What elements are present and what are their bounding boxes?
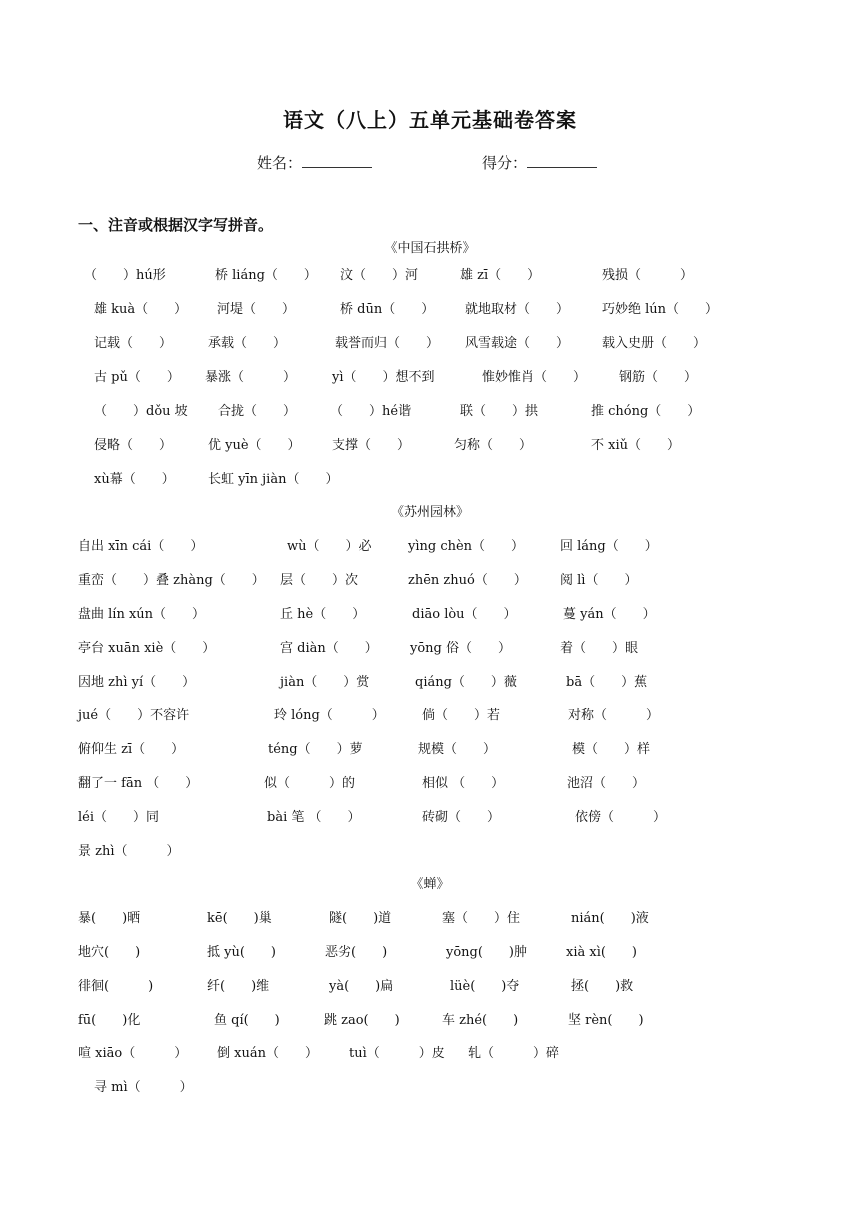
exercise-item[interactable]: 徘徊( ) [78,979,154,994]
exercise-item[interactable]: xià xì( ) [566,945,638,960]
exercise-item[interactable]: 倒 xuán（ ） [217,1046,318,1061]
exercise-item[interactable]: （ ）hú形 [84,268,166,283]
exercise-item[interactable]: 隧( )道 [329,911,392,926]
section-title: 《苏州园林》 [390,505,469,520]
exercise-item[interactable]: 寻 mì（ ） [94,1080,193,1095]
exercise-item[interactable]: 推 chóng（ ） [591,404,701,419]
exercise-item[interactable]: 地穴( ) [78,945,141,960]
exercise-item[interactable]: 倘（ ）若 [422,708,501,723]
exercise-item[interactable]: 景 zhì（ ） [78,844,180,859]
exercise-item[interactable]: 坚 rèn( ) [568,1013,644,1028]
section-title: 《蝉》 [410,877,450,892]
score-field [482,152,597,173]
exercise-item[interactable]: xù幕（ ） [94,472,175,487]
exercise-item[interactable]: 雄 zī（ ） [460,268,541,283]
exercise-item[interactable]: 优 yuè（ ） [208,438,301,453]
exercise-item[interactable]: 蔓 yán（ ） [563,607,656,622]
exercise-item[interactable]: 亭台 xuān xiè（ ） [78,641,216,656]
exercise-item[interactable]: jué（ ）不容许 [78,708,190,723]
score-blank[interactable] [527,154,597,168]
exercise-item[interactable]: yìng chèn（ ） [408,539,525,554]
name-field [257,152,372,173]
exercise-item[interactable]: 风雪载途（ ） [465,336,570,351]
exercise-item[interactable]: 匀称（ ） [454,438,533,453]
exercise-item[interactable]: 重峦（ ）叠 zhàng（ ） [78,573,265,588]
exercise-item[interactable]: diāo lòu（ ） [412,607,517,622]
exercise-item[interactable]: （ ）hé谐 [330,404,412,419]
exercise-item[interactable]: 轧（ ）碎 [468,1046,560,1061]
exercise-item[interactable]: nián( )液 [571,911,649,926]
exercise-item[interactable]: 因地 zhì yí（ ） [78,675,196,690]
exercise-item[interactable]: 宫 diàn（ ） [280,641,378,656]
exercise-item[interactable]: 车 zhé( ) [442,1013,519,1028]
exercise-item[interactable]: 长虹 yīn jiàn（ ） [208,472,339,487]
exercise-item[interactable]: zhēn zhuó（ ） [408,573,527,588]
exercise-item[interactable]: qiáng（ ）薇 [415,675,517,690]
exercise-item[interactable]: 古 pǔ（ ） [94,370,180,385]
exercise-item[interactable]: 层（ ）次 [280,573,359,588]
score-label: 得分： [482,154,528,172]
section-title: 《中国石拱桥》 [384,241,476,256]
exercise-item[interactable]: 盘曲 lín xún（ ） [78,607,206,622]
exercise-item[interactable]: bā（ ）蕉 [566,675,648,690]
exercise-item[interactable]: 自出 xīn cái（ ） [78,539,204,554]
exercise-item[interactable]: 丘 hè（ ） [280,607,366,622]
exercise-item[interactable]: 翻了一 fān （ ） [78,776,199,791]
exercise-item[interactable]: 合拢（ ） [218,404,297,419]
exercise-item[interactable]: 支撑（ ） [332,438,411,453]
page-title: 语文（八上）五单元基础卷答案 [283,108,577,132]
exercise-item[interactable]: 池沼（ ） [567,776,646,791]
exercise-item[interactable]: 阅 lì（ ） [560,573,638,588]
exercise-item[interactable]: lüè( )夺 [450,979,520,994]
exercise-item[interactable]: 桥 liáng（ ） [215,268,317,283]
exercise-item[interactable]: 暴( )晒 [78,911,141,926]
exercise-item[interactable]: 鱼 qí( ) [214,1013,280,1028]
exercise-item[interactable]: 似（ ）的 [264,776,356,791]
exercise-item[interactable]: 联（ ）拱 [460,404,539,419]
exercise-item[interactable]: 抵 yù( ) [207,945,276,960]
exercise-item[interactable]: 载入史册（ ） [602,336,707,351]
exercise-item[interactable]: 雄 kuà（ ） [94,302,188,317]
exercise-item[interactable]: 塞（ ）住 [442,911,521,926]
exercise-item[interactable]: 相似 （ ） [422,776,505,791]
exercise-item[interactable]: 拯( )救 [571,979,634,994]
exercise-item[interactable]: yōng 俗（ ） [410,641,511,656]
exercise-item[interactable]: 载誉而归（ ） [335,336,440,351]
name-blank[interactable] [302,154,372,168]
exercise-item[interactable]: léi（ ）同 [78,810,160,825]
exercise-item[interactable]: 暴涨（ ） [205,370,297,385]
exercise-item[interactable]: 对称（ ） [568,708,660,723]
exercise-item[interactable]: jiàn（ ）赏 [280,675,370,690]
exercise-item[interactable]: 巧妙绝 lún（ ） [602,302,719,317]
exercise-item[interactable]: 不 xiǔ（ ） [591,438,680,453]
exercise-item[interactable]: yōng( )肿 [446,945,528,960]
exercise-item[interactable]: 规模（ ） [418,742,497,757]
exercise-item[interactable]: （ ）dǒu 坡 [94,404,188,419]
exercise-item[interactable]: 砖砌（ ） [422,810,501,825]
exercise-item[interactable]: wù（ ）必 [287,539,372,554]
exercise-item[interactable]: 桥 dūn（ ） [340,302,435,317]
exercise-item[interactable]: yà( )扁 [329,979,394,994]
exercise-item[interactable]: 恶劣( ) [325,945,388,960]
exercise-item[interactable]: 汶（ ）河 [340,268,419,283]
exercise-item[interactable]: 承载（ ） [208,336,287,351]
exercise-item[interactable]: 惟妙惟肖（ ） [482,370,587,385]
exercise-item[interactable]: 就地取材（ ） [465,302,570,317]
exercise-item[interactable]: fū( )化 [78,1013,141,1028]
exercise-item[interactable]: 模（ ）样 [572,742,651,757]
exercise-item[interactable]: 残损（ ） [602,268,694,283]
exercise-item[interactable]: 跳 zao( ) [324,1013,400,1028]
exercise-item[interactable]: 侵略（ ） [94,438,173,453]
exercise-item[interactable]: 纤( )维 [207,979,270,994]
exercise-item[interactable]: 钢筋（ ） [619,370,698,385]
section-heading: 一、注音或根据汉字写拼音。 [78,216,274,234]
exercise-item[interactable]: 回 láng（ ） [560,539,658,554]
exercise-item[interactable]: 依傍（ ） [575,810,667,825]
exercise-item[interactable]: 俯仰生 zī（ ） [78,742,185,757]
exercise-item[interactable]: 着（ ）眼 [560,641,639,656]
name-label: 姓名： [257,154,303,172]
exercise-item[interactable]: 玲 lóng（ ） [274,708,385,723]
exercise-item[interactable]: yì（ ）想不到 [332,370,435,385]
exercise-item[interactable]: kē( )巢 [207,911,272,926]
exercise-item[interactable]: 喧 xiāo（ ） [78,1046,188,1061]
exercise-item[interactable]: téng（ ）萝 [268,742,363,757]
exercise-item[interactable]: 记载（ ） [94,336,173,351]
exercise-item[interactable]: tuì（ ）皮 [349,1046,445,1061]
exercise-item[interactable]: 河堤（ ） [217,302,296,317]
exercise-item[interactable]: bài 笔 （ ） [267,810,361,825]
